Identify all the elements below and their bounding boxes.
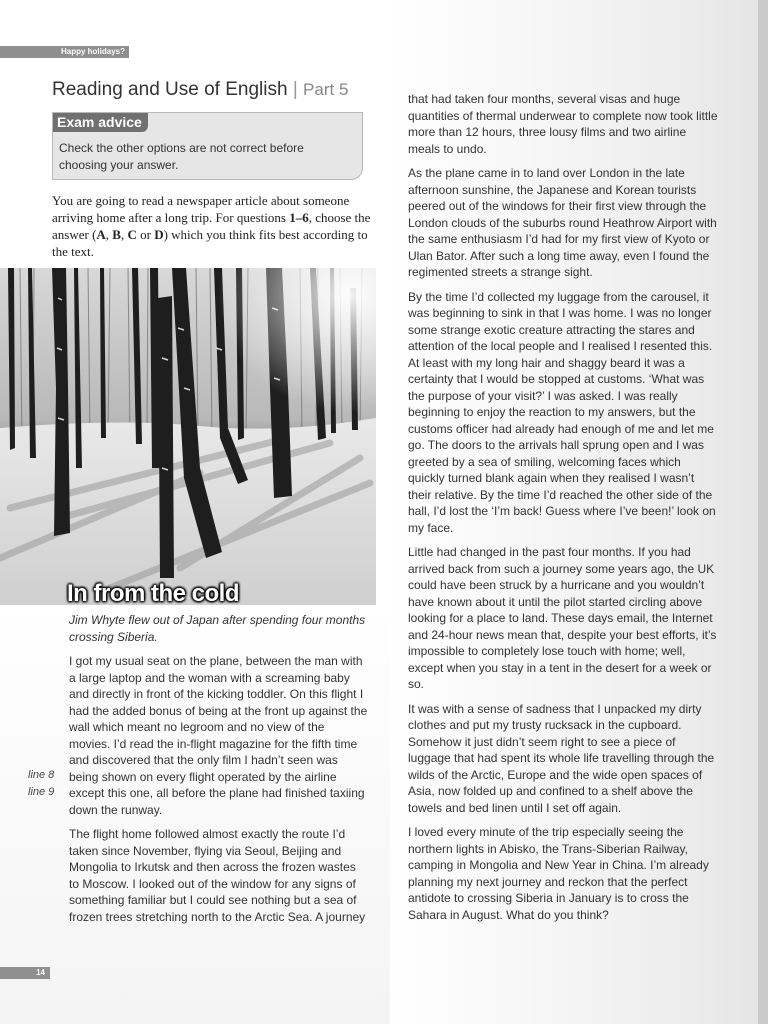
page-number: 14 [0, 967, 50, 979]
article-paragraph: that had taken four months, several visas and huge quantities of thermal underwear to complete now took little more than 12 hours, three lousy films and two airline meals to undo. [408, 92, 718, 156]
exam-advice-title: Exam advice [53, 113, 148, 132]
task-instructions [52, 192, 374, 260]
instr-middle: , choose the answer ( [52, 210, 371, 242]
instr-comma-1: , [105, 227, 113, 242]
article-paragraph: I got my usual seat on the plane, between the man with a large laptop and the woman with a screaming baby and directly in front of the kicking toddler. On this flight I had the added bonus of being at the front up against the wall which meant no legroom and no view of the movies. I’d read the in-flight magazine for the fifth time and discovered that the only film I hadn’t seen was being shown on every flight operated by the airline except this one, all before the plane had finished taxiing down the runway. [69, 654, 368, 817]
instr-before: You are going to read a newspaper article about someone arriving home after a long trip. For questions [52, 193, 350, 225]
instr-opt-b: B [112, 227, 121, 242]
line-marker-8: line 8 [28, 769, 55, 781]
instr-comma-2: , [120, 227, 128, 242]
title-main: Reading and Use of English [52, 79, 288, 100]
article-paragraph: I loved every minute of the trip especially seeing the northern lights in Abisko, the Trans-Siberian Railway, camping in Mongolia and New Year in China. I’m already planning my next journey and reckon that the perfect antidote to crossing Siberia in January is to cross the Sahara in August. What do you think? [408, 825, 709, 922]
instr-after: ) which you think fits best according to the text. [52, 227, 368, 259]
article-paragraph: By the time I’d collected my luggage from the carousel, it was beginning to sink in that I was home. I was no longer some strange exotic creature attracting the stares and attention of the local people and I realised I resented this. At least with my long hair and shaggy beard it was a certainty that I would be stopped at customs. ‘What was the purpose of your visit?’ I was asked. I was really beginning to enjoy the reaction to my answers, but the customs officer had already had enough of me and let me go. The doors to the arrivals hall sprung open and I was greeted by a sea of smiling, welcoming faces which quickly turned blank again when they realised I wasn’t their relative. By the time I’d reached the other side of the hall, I’d lost the ‘I’m back! Guess where I’ve been!’ look on my face. [408, 289, 716, 535]
section-tab: Happy holidays? [0, 46, 129, 58]
instr-opt-a: A [96, 227, 106, 242]
page-title [52, 79, 348, 101]
article-paragraph: It was with a sense of sadness that I unpacked my dirty clothes and put my trusty rucksack in the cupboard. Somehow it just didn’t seem right to see a piece of luggage that had spent its whole life travelling through the wilds of the Arctic, Europe and the wide open spaces of Asia, now folded up and confined to a shelf above the towels and bed linen until I set off again. [408, 701, 715, 815]
article-paragraph: Little had changed in the past four months. If you had arrived back from such a journey some years ago, the UK could have been struck by a hurricane and you wouldn’t have known about it until the pilot started circling above looking for a place to land. These days email, the Internet and 24-hour news mean that, despite your best efforts, it’s impossible to completely lose touch with home; well, except when you stay in a tent in the desert for a week or so. [408, 545, 717, 691]
article-title: In from the cold [67, 580, 239, 607]
article-body-left [69, 653, 369, 933]
forest-illustration [0, 268, 376, 605]
instr-or: or [136, 227, 155, 242]
article-standfirst: Jim Whyte flew out of Japan after spending four months crossing Siberia. [69, 613, 366, 644]
article-body-right [408, 91, 718, 931]
line-marker-9: line 9 [28, 786, 55, 798]
instr-range: 1–6 [289, 210, 309, 225]
instr-opt-d: D [154, 227, 164, 242]
snowy-forest-photo [0, 268, 376, 605]
page-edge [758, 0, 768, 1024]
instr-opt-c: C [127, 227, 137, 242]
article-paragraph: The flight home followed almost exactly the route I’d taken since November, flying via Seoul, Beijing and Mongolia to Irkutsk and then across the frozen wastes to Moscow. I looked out of the window for any signs of something familiar but I could see nothing but a sea of frozen trees stretching north to the Arctic Sea. A journey [69, 827, 366, 924]
title-part: Part 5 [303, 80, 349, 99]
article-paragraph: As the plane came in to land over London in the late afternoon sunshine, the Japanese and Korean tourists peered out of the windows for their first view through the London clouds of the suburbs round Heathrow Airport with the same enthusiasm I’d had for my first view of Kyoto or Ulan Bator. After such a long time away, even I found the regimented streets a strange sight. [408, 166, 717, 279]
title-separator: | [292, 79, 298, 100]
exam-advice-text: Check the other options are not correct before choosing your answer. [59, 141, 304, 172]
exam-advice-box [52, 112, 363, 180]
